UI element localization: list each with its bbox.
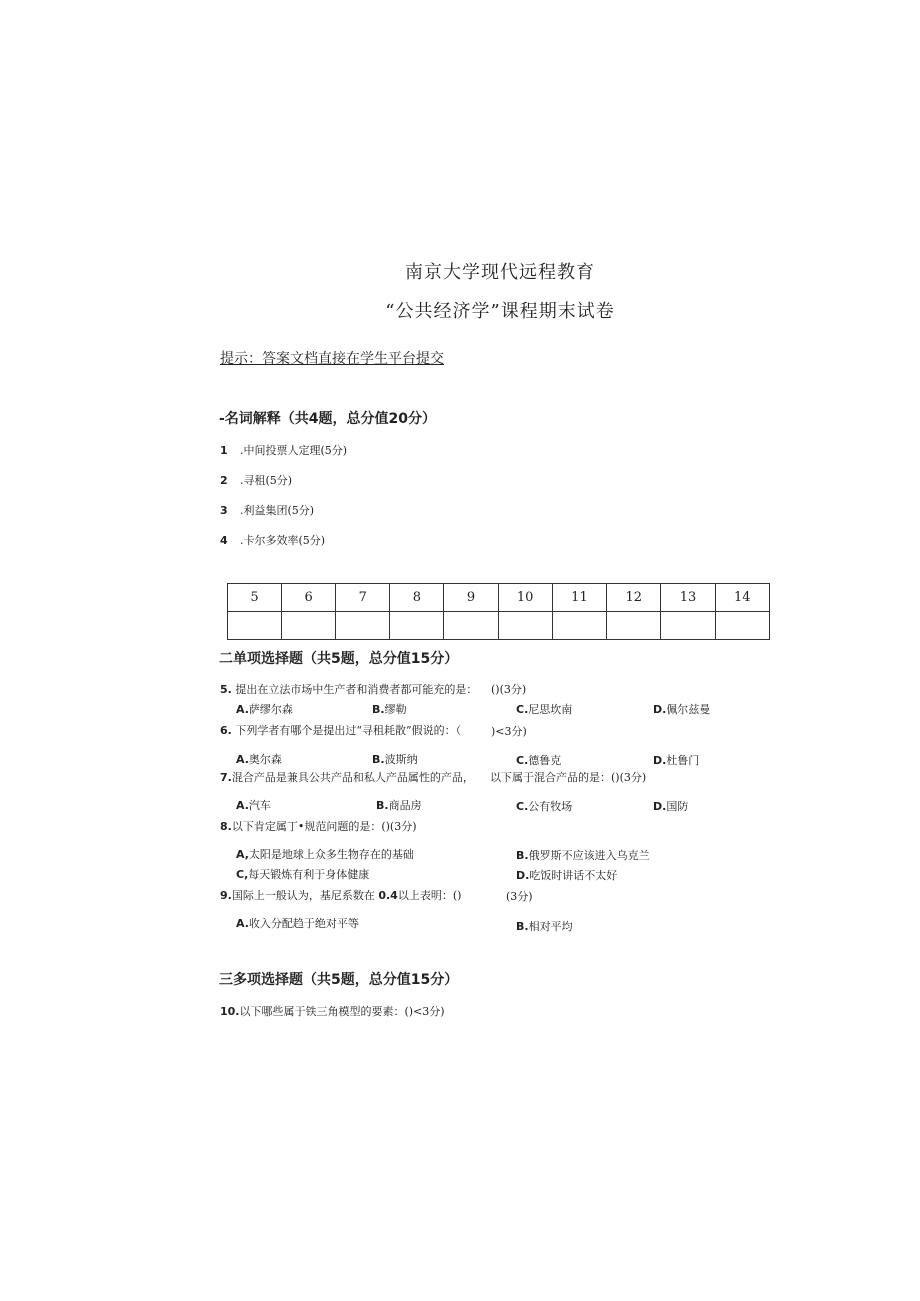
option-label: D. <box>653 800 667 813</box>
q7-option-b <box>376 797 422 813</box>
question-9-score: (3分) <box>506 890 533 903</box>
grid-header-cell: 14 <box>715 584 769 612</box>
term-number: 2 <box>220 474 228 487</box>
grid-answer-cell <box>282 612 336 640</box>
term-number: 4 <box>220 534 228 547</box>
section2-title: 二单项选择题（共5题，总分值15分） <box>219 651 459 667</box>
question-6-score: )<3分) <box>491 725 527 738</box>
option-text: 德鲁克 <box>528 754 562 767</box>
term-item-1 <box>220 442 347 458</box>
q7-option-d <box>653 798 688 814</box>
grid-header-cell: 12 <box>607 584 661 612</box>
grid-answer-cell <box>336 612 390 640</box>
option-text: 太阳是地球上众多生物存在的基础 <box>248 848 414 861</box>
answer-grid <box>227 583 770 640</box>
question-6 <box>220 722 461 738</box>
gini-threshold: 0.4 <box>378 889 398 902</box>
option-label: A. <box>236 753 249 766</box>
option-text: 收入分配趋于绝对平等 <box>248 917 359 930</box>
option-label: B. <box>372 703 385 716</box>
term-item-3 <box>220 502 314 518</box>
grid-header-cell: 13 <box>661 584 715 612</box>
question-number: 9. <box>220 889 232 902</box>
grid-header-cell: 10 <box>498 584 552 612</box>
option-label: C. <box>516 703 529 716</box>
grid-answer-cell <box>607 612 661 640</box>
grid-answer-cell <box>390 612 444 640</box>
q9-option-a <box>236 915 359 931</box>
option-label: B. <box>516 849 529 862</box>
question-text: 以下肯定属丁•规范问题的是：()(3分) <box>231 820 417 833</box>
question-text: 混合产品是兼具公共产品和私人产品属性的产品， <box>231 771 474 784</box>
q8-option-a <box>236 846 414 862</box>
section3-title: 三多项选择题（共5题，总分值15分） <box>219 972 459 988</box>
question-7-continuation: 以下属于混合产品的是：()(3分) <box>490 771 647 784</box>
option-text: 商品房 <box>388 799 422 812</box>
option-text: 每天锻炼有利于身体健康 <box>248 868 370 881</box>
question-8 <box>220 818 417 834</box>
term-number: 3 <box>220 504 228 517</box>
q5-option-a <box>236 701 293 717</box>
grid-header-cell: 11 <box>552 584 606 612</box>
question-text: 国际上一般认为，基尼系数在 <box>231 889 375 902</box>
q6-option-d <box>653 752 699 768</box>
question-number: 10. <box>220 1005 240 1018</box>
grid-header-cell: 6 <box>282 584 336 612</box>
q6-option-a <box>236 751 282 767</box>
grid-header-cell: 7 <box>336 584 390 612</box>
term-text: .寻租(5分) <box>240 474 293 487</box>
question-9 <box>220 887 461 903</box>
q5-option-c <box>516 701 572 717</box>
option-label: D. <box>653 703 667 716</box>
q8-option-c <box>236 866 369 882</box>
grid-answer-cell <box>498 612 552 640</box>
grid-answer-cell <box>715 612 769 640</box>
q9-option-b <box>516 918 573 934</box>
question-text: 下列学者有哪个是提出过“寻租耗散”假说的：（ <box>235 724 462 737</box>
q7-option-a <box>236 797 271 813</box>
option-label: C. <box>516 754 529 767</box>
term-item-2 <box>220 472 292 488</box>
q8-option-d <box>516 867 617 883</box>
option-label: A, <box>236 848 249 861</box>
option-text: 公有牧场 <box>528 800 573 813</box>
option-label: A. <box>236 703 249 716</box>
term-item-4 <box>220 532 325 548</box>
option-label: B. <box>376 799 389 812</box>
option-text: 佩尔兹曼 <box>666 703 711 716</box>
answer-grid-container <box>227 580 770 644</box>
answer-grid-header-row <box>228 584 770 612</box>
submission-hint: 提示：答案文档直接在学生平台提交 <box>220 351 444 367</box>
option-label: C, <box>236 868 249 881</box>
question-5-score: ()(3分) <box>491 683 527 696</box>
q6-option-b <box>372 751 418 767</box>
question-number: 8. <box>220 820 232 833</box>
option-text: 波斯纳 <box>384 753 418 766</box>
grid-answer-cell <box>444 612 498 640</box>
option-label: D. <box>653 754 667 767</box>
option-text: 尼思坎南 <box>528 703 573 716</box>
q5-option-b <box>372 701 407 717</box>
question-number: 5. <box>220 683 232 696</box>
q6-option-c <box>516 752 561 768</box>
answer-grid-answer-row <box>228 612 770 640</box>
option-label: A. <box>236 917 249 930</box>
option-label: B. <box>516 920 529 933</box>
option-label: B. <box>372 753 385 766</box>
option-text: 俄罗斯不应该进入乌克兰 <box>528 849 650 862</box>
question-number: 6. <box>220 724 232 737</box>
term-number: 1 <box>220 444 228 457</box>
option-text: 缪勒 <box>384 703 407 716</box>
term-text: .利益集团(5分) <box>240 504 315 517</box>
question-text-continuation: 以上表明：() <box>397 889 462 902</box>
question-7 <box>220 769 474 785</box>
q5-option-d <box>653 701 710 717</box>
grid-header-cell: 5 <box>228 584 282 612</box>
grid-answer-cell <box>661 612 715 640</box>
q7-option-c <box>516 798 572 814</box>
grid-header-cell: 9 <box>444 584 498 612</box>
option-label: D. <box>516 869 530 882</box>
term-text: .中间投票人定理(5分) <box>240 444 348 457</box>
q8-option-b <box>516 847 650 863</box>
question-5 <box>220 681 477 697</box>
grid-answer-cell <box>228 612 282 640</box>
option-text: 吃饭时讲话不太好 <box>529 869 618 882</box>
option-text: 杜鲁门 <box>666 754 700 767</box>
option-text: 汽车 <box>248 799 271 812</box>
option-text: 萨缪尔森 <box>248 703 293 716</box>
grid-header-cell: 8 <box>390 584 444 612</box>
option-label: C. <box>516 800 529 813</box>
question-10 <box>220 1003 445 1019</box>
exam-institution-title: 南京大学现代远程教育 <box>405 262 595 283</box>
question-text: 提出在立法市场中生产者和消费者都可能充的是： <box>235 683 478 696</box>
option-text: 相对平均 <box>528 920 573 933</box>
grid-answer-cell <box>552 612 606 640</box>
option-text: 奥尔森 <box>248 753 282 766</box>
exam-course-title: “公共经济学”课程期末试卷 <box>385 301 615 322</box>
option-label: A. <box>236 799 249 812</box>
question-number: 7. <box>220 771 232 784</box>
option-text: 国防 <box>666 800 689 813</box>
question-text: 以下哪些属于铁三角模型的要素：()<3分) <box>239 1005 445 1018</box>
term-text: .卡尔多效率(5分) <box>240 534 326 547</box>
section1-title: -名词解释（共4题，总分值20分） <box>219 411 437 427</box>
